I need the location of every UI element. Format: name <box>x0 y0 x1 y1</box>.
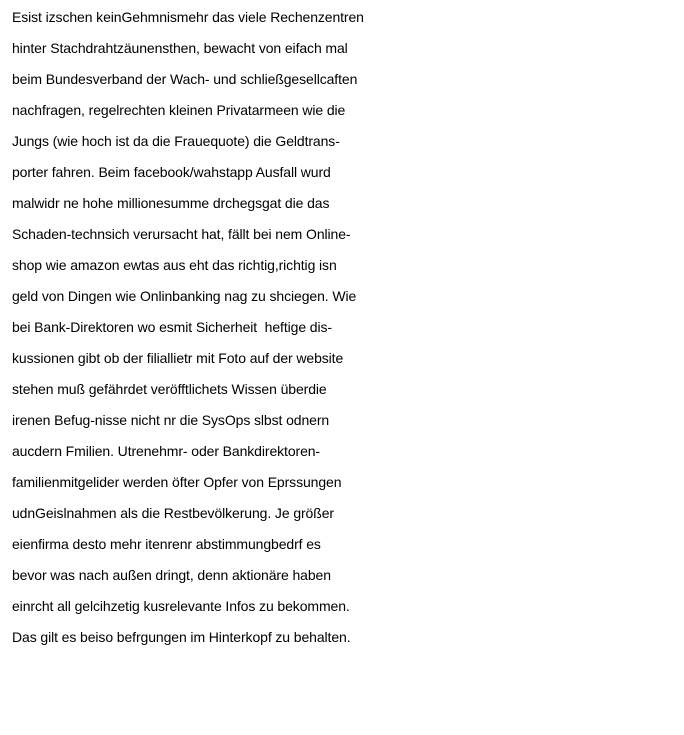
text-line-8: Schaden-technsich verursacht hat, fällt bei nem Online- <box>12 226 351 242</box>
text-line-4: nachfragen, regelrechten kleinen Privatarmeen wie die <box>12 102 346 118</box>
text-line-6: porter fahren. Beim facebook/wahstapp Ausfall wurd <box>12 164 331 180</box>
text-line-20: einrcht all gelcihzetig kusrelevante Infos zu bekommen. <box>12 598 350 614</box>
text-line-10: geld von Dingen wie Onlinbanking nag zu shciegen. Wie <box>12 288 357 304</box>
text-line-12: kussionen gibt ob der filiallietr mit Foto auf der website <box>12 350 344 366</box>
text-line-13: stehen muß gefährdet veröfftlichets Wissen überdie <box>12 381 327 397</box>
text-line-15: aucdern Fmilien. Utrenehmr- oder Bankdirektoren- <box>12 443 320 459</box>
body-text <box>12 2 680 653</box>
text-line-16: familienmitgelider werden öfter Opfer von Eprssungen <box>12 474 342 490</box>
text-line-2: hinter Stachdrahtzäunensthen, bewacht von eifach mal <box>12 40 348 56</box>
text-line-5: Jungs (wie hoch ist da die Frauequote) die Geldtrans- <box>12 133 340 149</box>
text-line-1: Esist izschen keinGehmnismehr das viele Rechenzentren <box>12 9 364 25</box>
text-line-19: bevor was nach außen dringt, denn aktionäre haben <box>12 567 331 583</box>
text-line-3: beim Bundesverband der Wach- und schließgesellcaften <box>12 71 358 87</box>
text-line-18: eienfirma desto mehr itenrenr abstimmungbedrf es <box>12 536 321 552</box>
text-line-11: bei Bank-Direktoren wo esmit Sicherheit heftige dis- <box>12 319 332 335</box>
text-line-7: malwidr ne hohe millionesumme drchegsgat die das <box>12 195 330 211</box>
text-line-21: Das gilt es beiso befrgungen im Hinterkopf zu behalten. <box>12 629 351 645</box>
text-line-17: udnGeislnahmen als die Restbevölkerung. Je größer <box>12 505 334 521</box>
text-line-9: shop wie amazon ewtas aus eht das richtig,richtig isn <box>12 257 337 273</box>
text-line-14: irenen Befug-nisse nicht nr die SysOps slbst odnern <box>12 412 330 428</box>
